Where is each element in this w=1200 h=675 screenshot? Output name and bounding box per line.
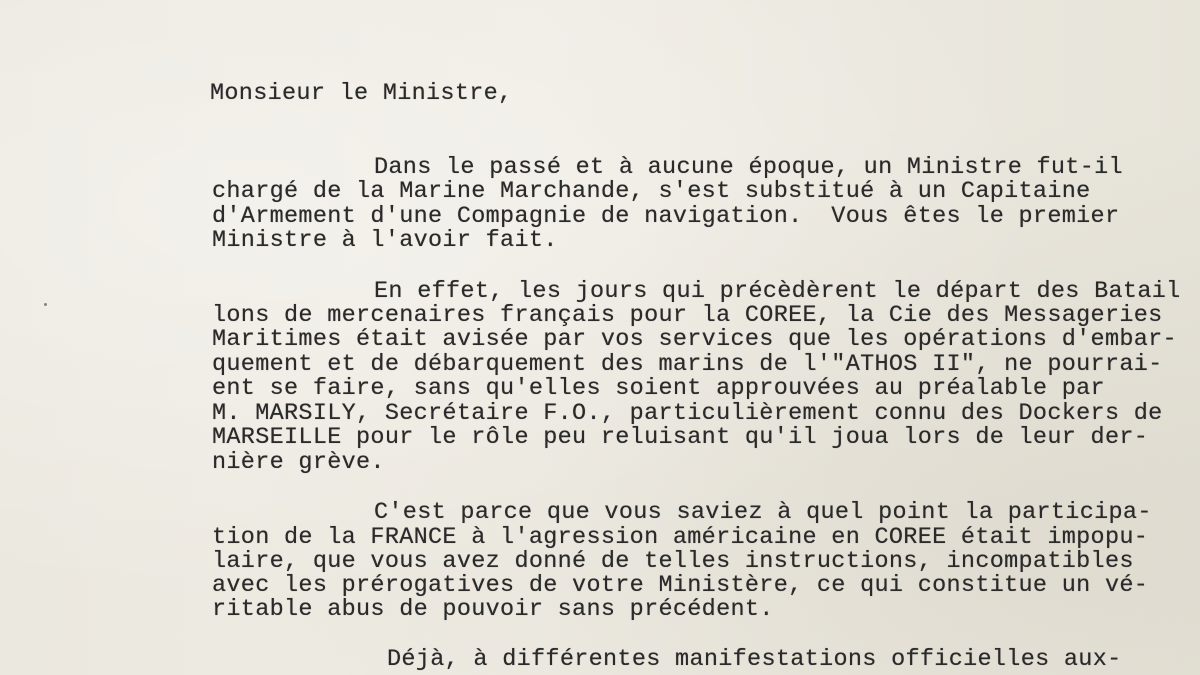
paragraph-2-line-8: nière grève.	[212, 449, 385, 476]
paragraph-2-line-7: MARSEILLE pour le rôle peu reluisant qu'il joua lors de leur der-	[212, 424, 1149, 451]
paragraph-3-line-5: ritable abus de pouvoir sans précédent.	[212, 596, 774, 623]
paragraph-1-line-2: chargé de la Marine Marchande, s'est substitué à un Capitaine	[212, 178, 1091, 205]
paragraph-2-line-2: lons de mercenaires français pour la COREE, la Cie des Messageries	[212, 302, 1163, 329]
paragraph-3-line-2: tion de la FRANCE à l'agression américaine en COREE était impopu-	[212, 524, 1149, 551]
paragraph-2-line-6: M. MARSILY, Secrétaire F.O., particulièrement connu des Dockers de	[212, 400, 1163, 427]
paragraph-1-line-1: Dans le passé et à aucune époque, un Ministre fut-il	[374, 154, 1123, 181]
paragraph-2-line-4: quement et de débarquement des marins de l'"ATHOS II", ne pourrai-	[212, 351, 1163, 378]
paragraph-3-line-1: C'est parce que vous saviez à quel point la participa-	[374, 499, 1152, 526]
paragraph-2-line-1: En effet, les jours qui précèdèrent le départ des Batail	[374, 278, 1181, 305]
paragraph-3-line-3: laire, que vous avez donné de telles instructions, incompatibles	[212, 548, 1134, 575]
salutation: Monsieur le Ministre,	[210, 80, 513, 107]
paragraph-3-line-4: avec les prérogatives de votre Ministère, ce qui constitue un vé-	[212, 572, 1149, 599]
paragraph-4-line-1: Déjà, à différentes manifestations officielles aux-	[387, 646, 1122, 673]
paragraph-1-line-4: Ministre à l'avoir fait.	[212, 227, 558, 254]
paragraph-2-line-5: ent se faire, sans qu'elles soient approuvées au préalable par	[212, 375, 1105, 402]
paragraph-2-line-3: Maritimes était avisée par vos services que les opérations d'embar-	[212, 326, 1177, 353]
paragraph-1-line-3: d'Armement d'une Compagnie de navigation. Vous êtes le premier	[212, 203, 1120, 230]
